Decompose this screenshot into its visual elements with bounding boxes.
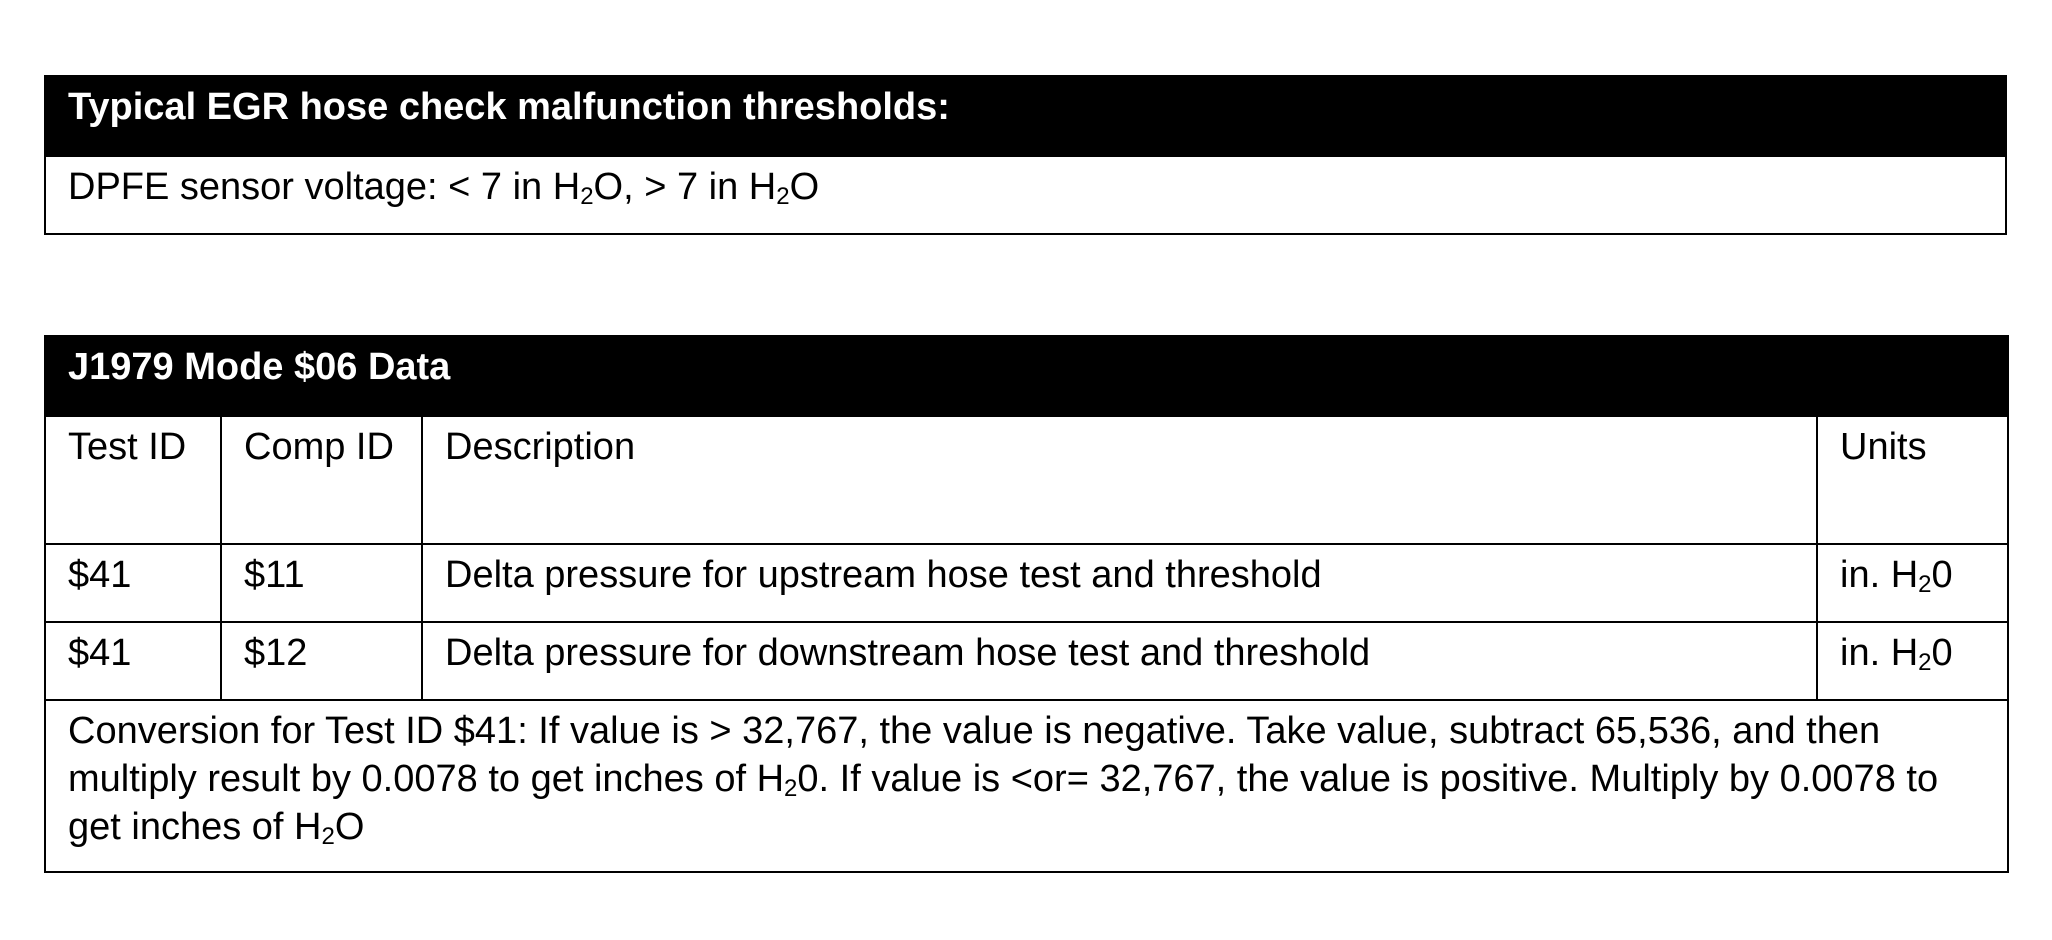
table-row — [45, 622, 2008, 700]
dpfe-text-b: O, > 7 in H — [593, 166, 777, 208]
dpfe-sub-b: 2 — [776, 183, 790, 210]
thresholds-table — [44, 75, 2007, 235]
cell-description: Delta pressure for upstream hose test and threshold — [422, 544, 1817, 622]
dpfe-text-c: O — [789, 166, 820, 208]
mode06-table — [44, 335, 2009, 873]
mode06-header-row — [45, 416, 2008, 544]
cell-comp-id: $12 — [221, 622, 422, 700]
units-text: in. H — [1840, 632, 1919, 674]
units-tail: 0 — [1931, 632, 1953, 674]
conversion-note — [45, 700, 2008, 872]
note-text-c: O — [334, 806, 365, 848]
cell-units — [1817, 622, 2008, 700]
header-units: Units — [1817, 416, 2008, 544]
units-text: in. H — [1840, 554, 1919, 596]
cell-description: Delta pressure for downstream hose test and threshold — [422, 622, 1817, 700]
thresholds-title: Typical EGR hose check malfunction thresholds: — [45, 76, 2006, 156]
dpfe-text-a: DPFE sensor voltage: < 7 in H — [68, 166, 581, 208]
note-sub-a: 2 — [784, 775, 798, 802]
cell-units — [1817, 544, 2008, 622]
header-comp-id: Comp ID — [221, 416, 422, 544]
units-sub: 2 — [1918, 571, 1932, 598]
cell-test-id: $41 — [45, 544, 221, 622]
mode06-title: J1979 Mode $06 Data — [45, 336, 2008, 416]
table-row — [45, 544, 2008, 622]
units-tail: 0 — [1931, 554, 1953, 596]
units-sub: 2 — [1918, 649, 1932, 676]
header-test-id: Test ID — [45, 416, 221, 544]
note-text-b: 0. If value is <or= 32,767, the value is positive. Multiply by 0.0078 to get inches of H — [68, 758, 1939, 848]
dpfe-sub-a: 2 — [580, 183, 594, 210]
header-description: Description — [422, 416, 1817, 544]
cell-comp-id: $11 — [221, 544, 422, 622]
cell-test-id: $41 — [45, 622, 221, 700]
note-text-a: Conversion for Test ID $41: If value is > 32,767, the value is negative. Take value, subtract 65,536, and then multiply result by 0.0078 to get inches of H — [68, 710, 1881, 800]
conversion-note-row — [45, 700, 2008, 872]
note-sub-b: 2 — [321, 823, 335, 850]
dpfe-threshold-line — [45, 156, 2006, 234]
